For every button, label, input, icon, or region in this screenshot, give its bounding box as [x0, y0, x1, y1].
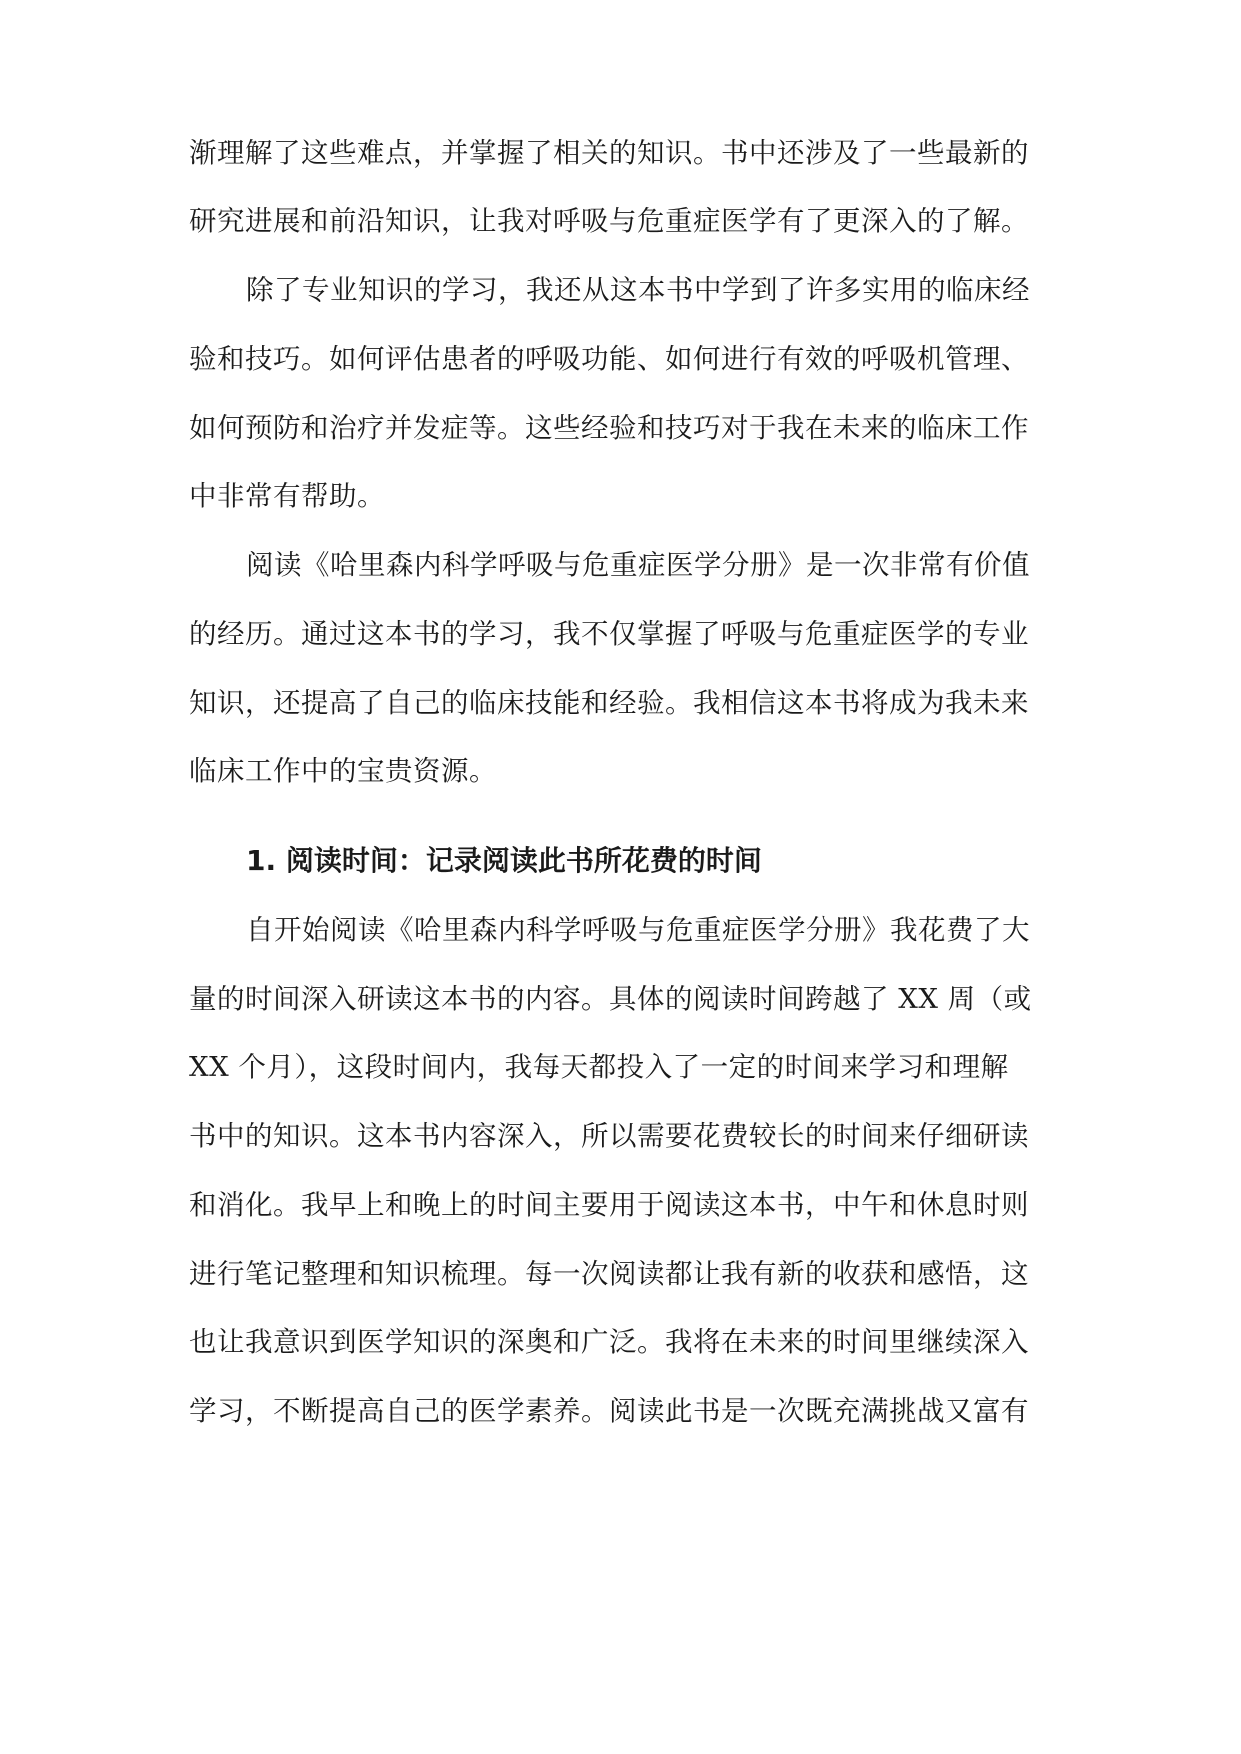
section-heading: 1. 阅读时间：记录阅读此书所花费的时间: [246, 844, 762, 877]
paragraph-line: XX 个月），这段时间内，我每天都投入了一定的时间来学习和理解: [189, 1051, 1009, 1083]
paragraph-line: 知识，还提高了自己的临床技能和经验。我相信这本书将成为我未来: [189, 687, 1029, 719]
paragraph-line: 和消化。我早上和晚上的时间主要用于阅读这本书，中午和休息时则: [189, 1189, 1029, 1221]
paragraph-line: 的经历。通过这本书的学习，我不仅掌握了呼吸与危重症医学的专业: [189, 618, 1029, 650]
paragraph-line: 中非常有帮助。: [189, 480, 385, 512]
paragraph-line: 也让我意识到医学知识的深奥和广泛。我将在未来的时间里继续深入: [189, 1326, 1029, 1358]
paragraph-line: 验和技巧。如何评估患者的呼吸功能、如何进行有效的呼吸机管理、: [189, 343, 1029, 375]
paragraph-line: 书中的知识。这本书内容深入，所以需要花费较长的时间来仔细研读: [189, 1120, 1029, 1152]
paragraph-line: 学习，不断提高自己的医学素养。阅读此书是一次既充满挑战又富有: [189, 1395, 1029, 1427]
paragraph-line: 临床工作中的宝贵资源。: [189, 755, 497, 787]
paragraph-line: 除了专业知识的学习，我还从这本书中学到了许多实用的临床经: [246, 274, 1030, 306]
paragraph-line: 进行笔记整理和知识梳理。每一次阅读都让我有新的收获和感悟，这: [189, 1258, 1029, 1290]
paragraph-line: 如何预防和治疗并发症等。这些经验和技巧对于我在未来的临床工作: [189, 412, 1029, 444]
paragraph-line: 量的时间深入研读这本书的内容。具体的阅读时间跨越了 XX 周（或: [189, 983, 1032, 1015]
paragraph-line: 阅读《哈里森内科学呼吸与危重症医学分册》是一次非常有价值: [246, 549, 1030, 581]
paragraph-line: 渐理解了这些难点，并掌握了相关的知识。书中还涉及了一些最新的: [189, 137, 1029, 169]
paragraph-line: 研究进展和前沿知识，让我对呼吸与危重症医学有了更深入的了解。: [189, 205, 1029, 237]
paragraph-line: 自开始阅读《哈里森内科学呼吸与危重症医学分册》我花费了大: [246, 914, 1030, 946]
